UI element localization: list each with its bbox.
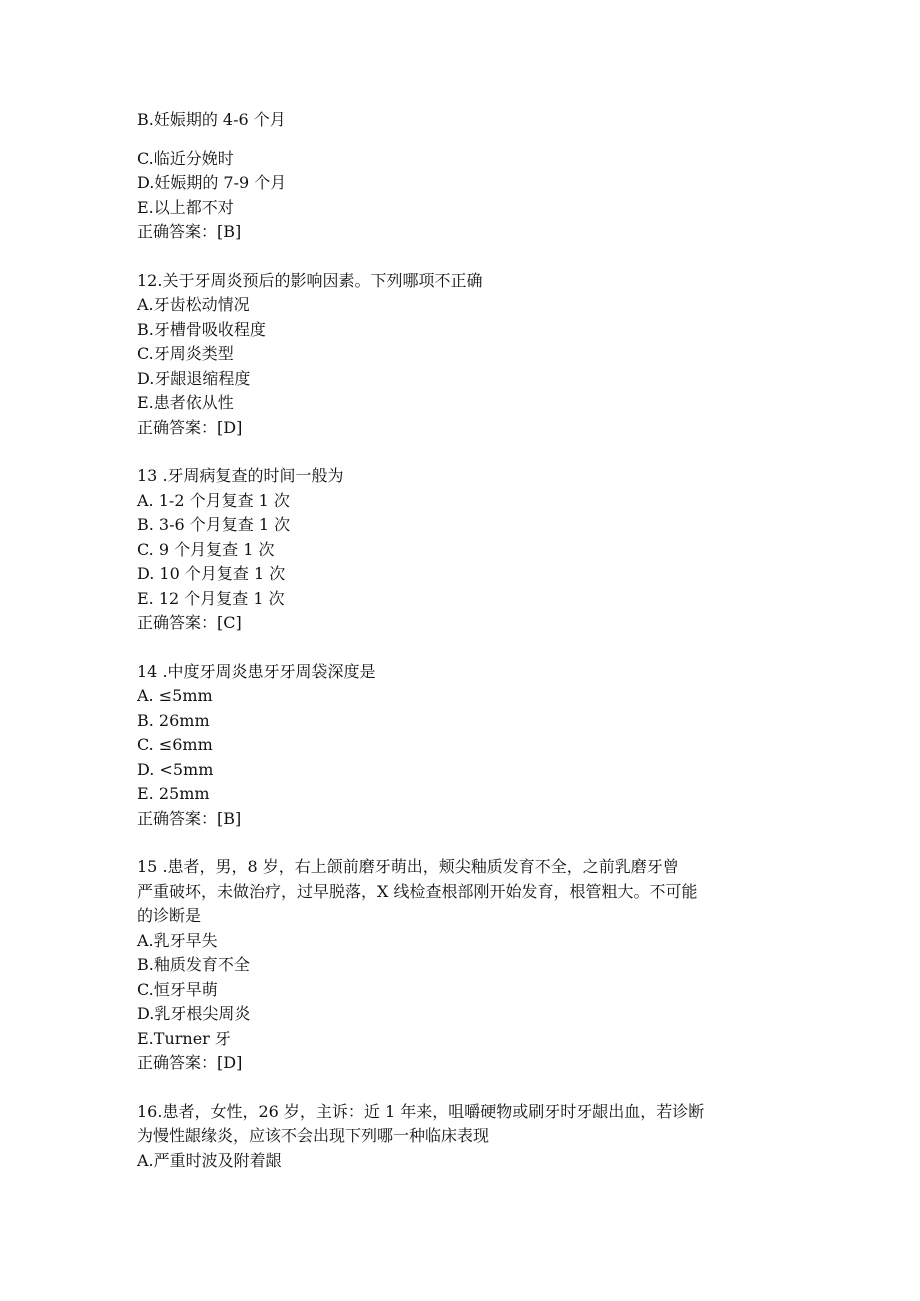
option-c: C. 9 个月复查 1 次 <box>137 539 275 559</box>
question-text-line: 为慢性龈缘炎，应该不会出现下列哪一种临床表现 <box>137 1126 490 1145</box>
question-14 <box>137 660 797 832</box>
option-b: B.牙槽骨吸收程度 <box>137 319 266 339</box>
option-d: D. 10 个月复查 1 次 <box>137 564 286 583</box>
option-e: E. 25mm <box>137 784 210 803</box>
question-text-line: 严重破坏，未做治疗，过早脱落，X 线检查根部刚开始发育，根管粗大。不可能 <box>137 881 698 901</box>
option-d: D. <5mm <box>137 759 214 779</box>
option-e: E.Turner 牙 <box>137 1028 231 1048</box>
question-11-tail <box>137 108 797 245</box>
answer: 正确答案：[D] <box>137 1053 243 1072</box>
option-b: B. 3-6 个月复查 1 次 <box>137 515 291 534</box>
option-a: A.乳牙早失 <box>137 930 218 950</box>
option-d: D.乳牙根尖周炎 <box>137 1004 251 1023</box>
option-c: C. ≤6mm <box>137 735 213 754</box>
question-13 <box>137 464 797 636</box>
answer: 正确答案：[C] <box>137 613 242 632</box>
option-e: E. 12 个月复查 1 次 <box>137 588 285 608</box>
option-a: A.牙齿松动情况 <box>137 295 250 314</box>
question-text-line: 的诊断是 <box>137 906 202 925</box>
option-d: D.妊娠期的 7-9 个月 <box>137 173 287 192</box>
option-c: C.牙周炎类型 <box>137 344 234 363</box>
option-a: A.严重时波及附着龈 <box>137 1150 282 1170</box>
answer: 正确答案：[D] <box>137 417 243 437</box>
question-text-line: 15 .患者，男，8 岁，右上颌前磨牙萌出，颊尖釉质发育不全，之前乳磨牙曾 <box>137 857 679 876</box>
option-b: B. 26mm <box>137 710 210 730</box>
question-text: 12.关于牙周炎预后的影响因素。下列哪项不正确 <box>137 270 483 290</box>
option-d: D.牙龈退缩程度 <box>137 368 251 388</box>
document-page <box>137 108 797 1173</box>
option-c: C.恒牙早萌 <box>137 979 218 999</box>
option-a: A. 1-2 个月复查 1 次 <box>137 490 290 510</box>
option-b: B.妊娠期的 4-6 个月 <box>137 110 286 129</box>
option-b: B.釉质发育不全 <box>137 955 250 974</box>
question-text: 14 .中度牙周炎患牙牙周袋深度是 <box>137 661 376 681</box>
question-text-line: 16.患者，女性，26 岁，主诉：近 1 年来，咀嚼硬物或刷牙时牙龈出血，若诊断 <box>137 1101 705 1121</box>
question-text: 13 .牙周病复查的时间一般为 <box>137 466 344 485</box>
answer: 正确答案：[B] <box>137 808 242 828</box>
option-e: E.以上都不对 <box>137 197 234 217</box>
answer: 正确答案：[B] <box>137 222 242 241</box>
question-16 <box>137 1100 797 1174</box>
question-15 <box>137 855 797 1076</box>
option-e: E.患者依从性 <box>137 393 234 412</box>
option-c: C.临近分娩时 <box>137 148 234 168</box>
option-a: A. ≤5mm <box>137 686 213 705</box>
question-12 <box>137 269 797 441</box>
